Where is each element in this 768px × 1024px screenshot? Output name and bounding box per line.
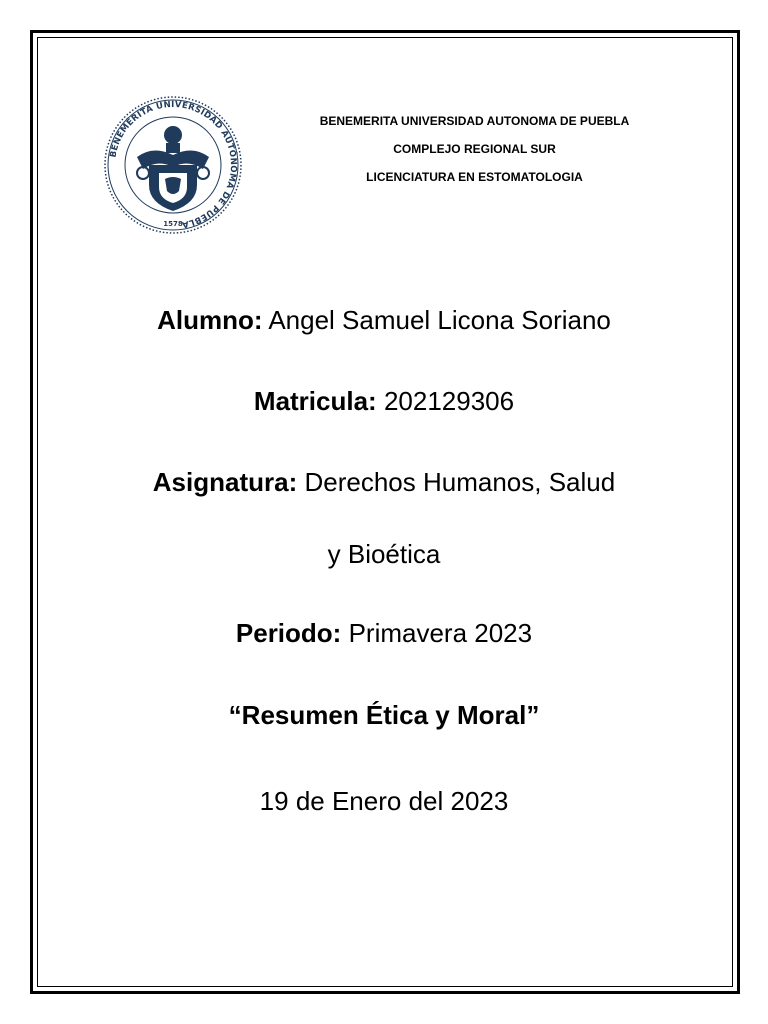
subject-line — [60, 467, 708, 498]
period-value: Primavera 2023 — [341, 618, 533, 648]
campus-name: COMPLEJO REGIONAL SUR — [393, 142, 556, 156]
subject-name-part2: y Bioética — [327, 539, 441, 569]
enrollment-number: 202129306 — [376, 386, 515, 416]
student-name: Angel Samuel Licona Soriano — [262, 305, 611, 335]
seal-text: BENEMÉRITA UNIVERSIDAD AUTÓNOMA DE PUEBLA — [108, 99, 239, 230]
university-seal-icon — [103, 95, 243, 235]
subject-label: Asignatura: — [152, 467, 298, 497]
period-label: Periodo: — [235, 618, 342, 648]
document-date: 19 de Enero del 2023 — [259, 786, 509, 816]
seal-year: 1578 — [163, 220, 183, 228]
subject-line-continued — [60, 539, 708, 570]
document-title: “Resumen Ética y Moral” — [228, 700, 540, 730]
enrollment-line — [60, 386, 708, 417]
period-line — [60, 618, 708, 649]
program-name: LICENCIATURA EN ESTOMATOLOGIA — [366, 170, 583, 184]
subject-name-part1: Derechos Humanos, Salud — [297, 467, 616, 497]
student-line — [60, 305, 708, 336]
university-name: BENEMERITA UNIVERSIDAD AUTONOMA DE PUEBLA — [319, 114, 630, 128]
student-label: Alumno: — [157, 305, 263, 335]
enrollment-label: Matricula: — [253, 386, 377, 416]
institution-header — [262, 107, 687, 191]
